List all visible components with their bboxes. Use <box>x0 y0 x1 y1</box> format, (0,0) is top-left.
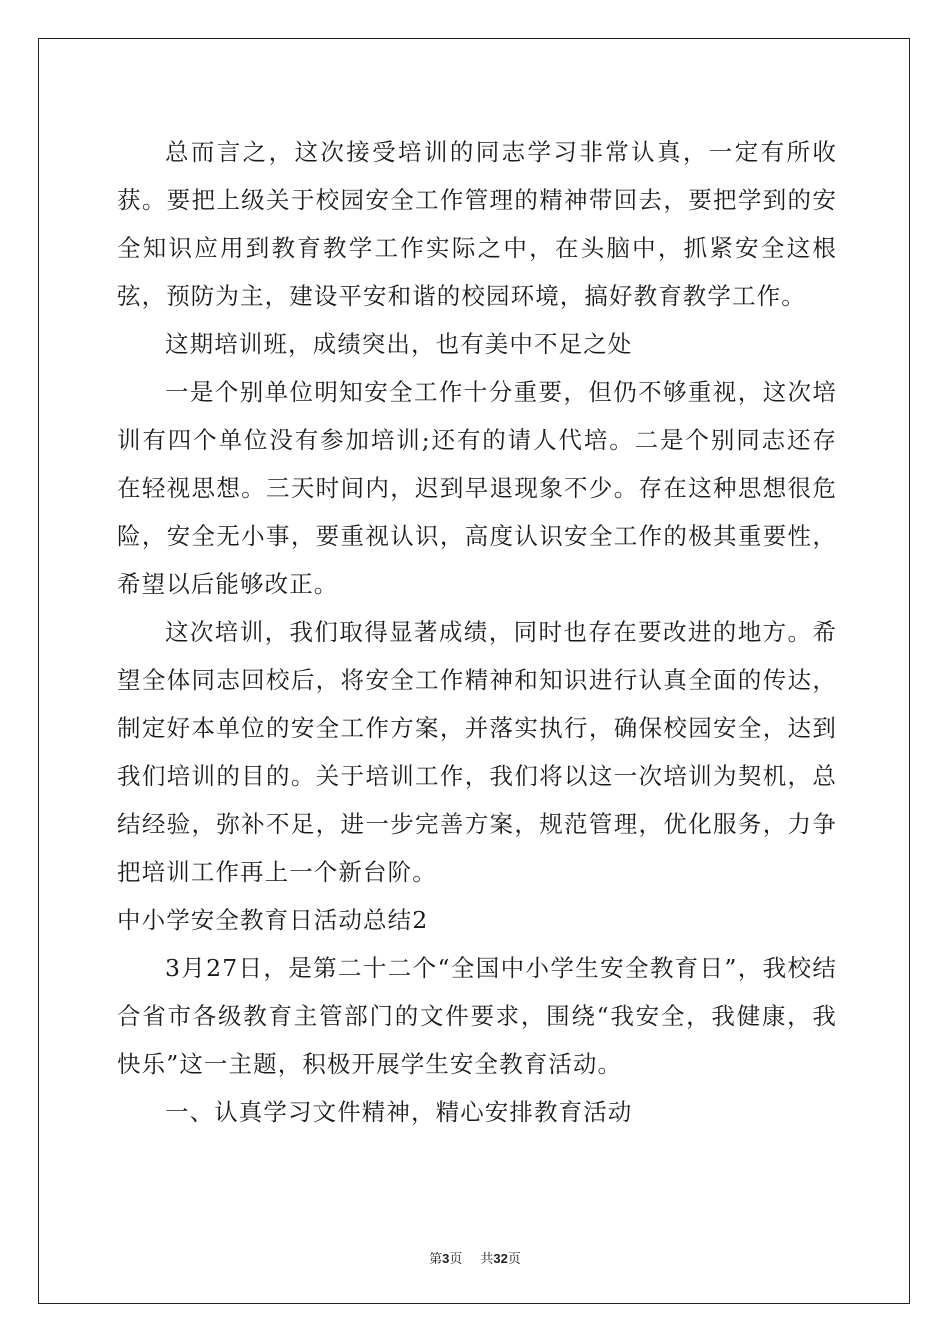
paragraph-shortcomings-detail: 一是个别单位明知安全工作十分重要，但仍不够重视，这次培训有四个单位没有参加培训;还有的请人代培。二是个别同志还存在轻视思想。三天时间内，迟到早退现象不少。存在这种思想很危险，安全无小事，要重视认识，高度认识安全工作的极其重要性，希望以后能够改正。 <box>117 378 837 598</box>
document-body <box>117 128 837 1136</box>
total-prefix: 共 <box>480 1252 494 1267</box>
page-number: 3 <box>442 1251 450 1266</box>
page-suffix: 页 <box>449 1252 463 1267</box>
total-pages: 32 <box>493 1251 508 1266</box>
subheading-first-point: 一、认真学习文件精神，精心安排教育活动 <box>165 1098 633 1126</box>
page-prefix: 第 <box>429 1252 443 1267</box>
paragraph-summary: 总而言之，这次接受培训的同志学习非常认真，一定有所收获。要把上级关于校园安全工作管理的精神带回去，要把学到的安全知识应用到教育教学工作实际之中，在头脑中，抓紧安全这根弦，预防为主，建设平安和谐的校园环境，搞好教育教学工作。 <box>117 138 837 310</box>
section-heading: 中小学安全教育日活动总结2 <box>117 906 429 934</box>
total-suffix: 页 <box>507 1252 521 1267</box>
paragraph-safety-day: 3月27日，是第二十二个“全国中小学生安全教育日”，我校结合省市各级教育主管部门的文件要求，围绕“我安全，我健康，我快乐”这一主题，积极开展学生安全教育活动。 <box>117 954 837 1078</box>
page-footer <box>0 1248 950 1267</box>
paragraph-conclusion: 这次培训，我们取得显著成绩，同时也存在要改进的地方。希望全体同志回校后，将安全工作精神和知识进行认真全面的传达，制定好本单位的安全工作方案，并落实执行，确保校园安全，达到我们培训的目的。关于培训工作，我们将以这一次培训为契机，总结经验，弥补不足，进一步完善方案，规范管理，优化服务，力争把培训工作再上一个新台阶。 <box>117 618 837 886</box>
paragraph-shortcomings-intro: 这期培训班，成绩突出，也有美中不足之处 <box>165 330 633 358</box>
